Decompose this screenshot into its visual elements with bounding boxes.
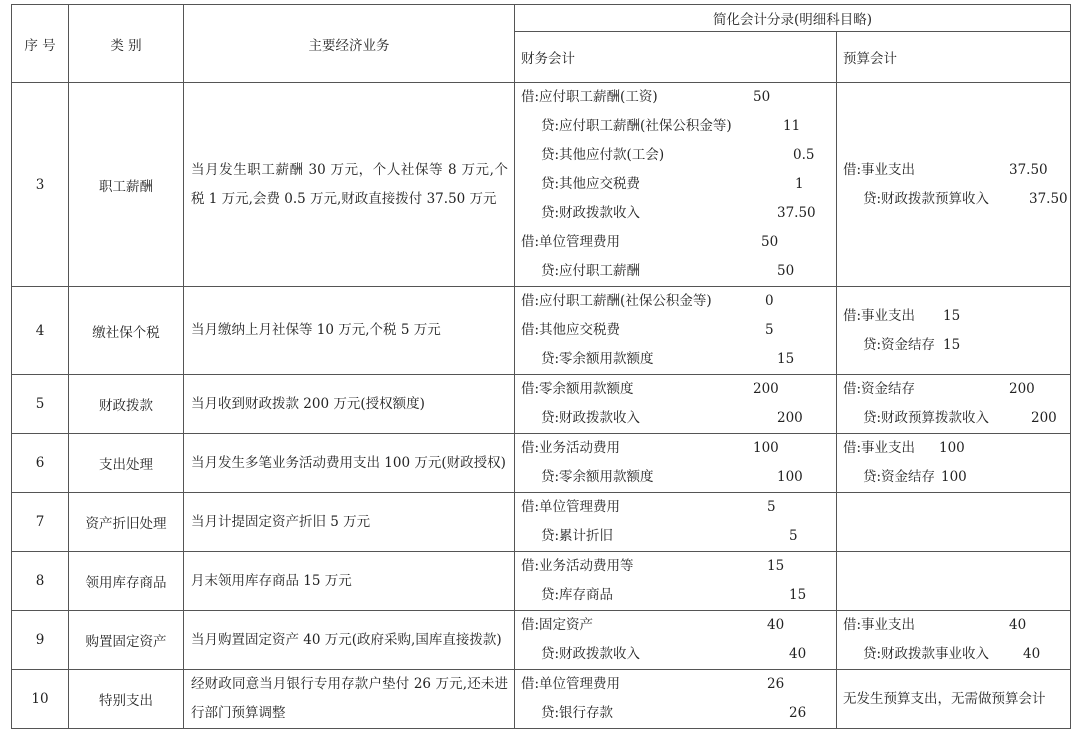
- row-category: 领用库存商品: [69, 552, 184, 611]
- financial-entry-line: [521, 257, 836, 286]
- financial-entry-line: [521, 552, 836, 581]
- budget-entry-line: [843, 156, 1070, 185]
- entry-amount: 200: [777, 410, 803, 426]
- header-seq: 序 号: [12, 5, 69, 83]
- table-row: [12, 670, 1071, 729]
- header-budget: 预算会计: [837, 32, 1071, 83]
- financial-entry-line: [521, 434, 836, 463]
- entry-amount: 15: [789, 587, 807, 603]
- entry-amount: 50: [753, 89, 771, 105]
- row-category: 支出处理: [69, 434, 184, 493]
- row-seq: 6: [12, 434, 69, 493]
- entry-amount: 37.50: [1029, 190, 1068, 207]
- entry-amount: 40: [1023, 646, 1041, 662]
- entry-amount: 15: [777, 351, 795, 367]
- entry-amount: 200: [1009, 381, 1035, 397]
- row-category: 职工薪酬: [69, 83, 184, 287]
- entry-amount: 5: [789, 528, 798, 544]
- budget-entries: [837, 611, 1071, 670]
- entry-amount: 37.50: [777, 205, 816, 221]
- budget-entries: [837, 287, 1071, 375]
- entry-account: 贷:财政拨款收入: [541, 410, 641, 426]
- table-row: [12, 375, 1071, 434]
- financial-entry-line: [521, 670, 836, 699]
- accounting-table: [11, 4, 1071, 729]
- financial-entries: [515, 287, 837, 375]
- financial-entry-line: [521, 83, 836, 112]
- entry-amount: 40: [789, 646, 807, 662]
- table-row: [12, 552, 1071, 611]
- row-category: 缴社保个税: [69, 287, 184, 375]
- entry-amount: 100: [777, 469, 803, 485]
- entry-account: 贷:财政拨款事业收入: [863, 646, 990, 662]
- entry-account: 借:业务活动费用: [521, 440, 621, 456]
- entry-account: 贷:其他应付款(工会): [541, 147, 665, 163]
- financial-entry-line: [521, 611, 836, 640]
- budget-entries: [837, 83, 1071, 287]
- entry-account: 借:应付职工薪酬(社保公积金等): [521, 293, 712, 309]
- financial-entries: [515, 552, 837, 611]
- financial-entry-line: [521, 463, 836, 492]
- entry-amount: 200: [1031, 410, 1057, 426]
- financial-entries: [515, 83, 837, 287]
- budget-entry-line: [843, 331, 1070, 360]
- row-business: 经财政同意当月银行专用存款户垫付 26 万元,还未进行部门预算调整: [184, 670, 515, 729]
- row-category: 财政拨款: [69, 375, 184, 434]
- entry-account: 贷:应付职工薪酬: [541, 263, 641, 279]
- financial-entry-line: [521, 581, 836, 610]
- financial-entry-line: [521, 640, 836, 669]
- financial-entry-line: [521, 404, 836, 433]
- financial-entries: [515, 493, 837, 552]
- budget-entry-line: [843, 375, 1070, 404]
- entry-account: 贷:库存商品: [541, 587, 614, 603]
- entry-account: 借:事业支出: [843, 161, 916, 178]
- entry-account: 借:单位管理费用: [521, 234, 621, 250]
- table-row: [12, 287, 1071, 375]
- financial-entry-line: [521, 493, 836, 522]
- entry-account: 借:其他应交税费: [521, 322, 621, 338]
- entry-amount: 50: [761, 234, 779, 250]
- entry-account: 借:应付职工薪酬(工资): [521, 89, 658, 105]
- entry-account: 借:零余额用款额度: [521, 381, 634, 397]
- financial-entry-line: [521, 228, 836, 257]
- table-body: [12, 83, 1071, 729]
- entry-account: 借:资金结存: [843, 381, 916, 397]
- entry-amount: 50: [777, 263, 795, 279]
- row-seq: 3: [12, 83, 69, 287]
- budget-entry-line: [843, 434, 1070, 463]
- header-business: 主要经济业务: [184, 5, 515, 83]
- entry-account: 借:单位管理费用: [521, 676, 621, 692]
- row-category: 购置固定资产: [69, 611, 184, 670]
- row-category: 特别支出: [69, 670, 184, 729]
- budget-entries: [837, 493, 1071, 552]
- row-seq: 10: [12, 670, 69, 729]
- table-row: [12, 434, 1071, 493]
- row-seq: 8: [12, 552, 69, 611]
- row-seq: 9: [12, 611, 69, 670]
- entry-amount: 100: [753, 440, 779, 456]
- header-financial: 财务会计: [515, 32, 837, 83]
- entry-account: 贷:零余额用款额度: [541, 351, 654, 367]
- row-seq: 5: [12, 375, 69, 434]
- financial-entry-line: [521, 345, 836, 374]
- entry-account: 借:业务活动费用等: [521, 558, 634, 574]
- entry-amount: 0: [765, 293, 774, 309]
- budget-entry-line: [843, 404, 1070, 433]
- entry-amount: 26: [767, 676, 785, 692]
- entry-account: 贷:财政拨款收入: [541, 205, 641, 221]
- entry-account: 贷:零余额用款额度: [541, 469, 654, 485]
- entry-account: 借:固定资产: [521, 617, 594, 633]
- budget-entries: [837, 375, 1071, 434]
- row-business: 当月购置固定资产 40 万元(政府采购,国库直接拨款): [184, 611, 515, 670]
- entry-amount: 11: [783, 118, 801, 134]
- financial-entry-line: [521, 112, 836, 141]
- entry-amount: 0.5: [793, 147, 815, 163]
- financial-entries: [515, 375, 837, 434]
- entry-amount: 15: [943, 307, 961, 324]
- financial-entry-line: [521, 522, 836, 551]
- financial-entry-line: [521, 699, 836, 728]
- entry-account: 贷:资金结存: [863, 336, 936, 353]
- financial-entry-line: [521, 316, 836, 345]
- entry-amount: 40: [1009, 617, 1027, 633]
- header-category: 类 别: [69, 5, 184, 83]
- entry-account: 贷:累计折旧: [541, 528, 614, 544]
- table-row: [12, 493, 1071, 552]
- entry-amount: 26: [789, 705, 807, 721]
- budget-entry-line: [843, 611, 1070, 640]
- entry-amount: 5: [765, 322, 774, 338]
- header-entries: 简化会计分录(明细科目略): [515, 5, 1071, 32]
- entry-account: 贷:银行存款: [541, 705, 614, 721]
- row-business: 当月收到财政拨款 200 万元(授权额度): [184, 375, 515, 434]
- entry-account: 贷:财政预算拨款收入: [863, 410, 990, 426]
- financial-entries: [515, 611, 837, 670]
- entry-account: 借:事业支出: [843, 440, 916, 456]
- financial-entry-line: [521, 199, 836, 228]
- table-row: [12, 83, 1071, 287]
- entry-amount: 37.50: [1009, 161, 1048, 178]
- entry-amount: 1: [795, 176, 804, 192]
- financial-entries: [515, 434, 837, 493]
- entry-amount: 100: [941, 469, 967, 485]
- row-business: 当月缴纳上月社保等 10 万元,个税 5 万元: [184, 287, 515, 375]
- entry-amount: 40: [767, 617, 785, 633]
- entry-account: 贷:资金结存: [863, 469, 936, 485]
- entry-account: 贷:财政拨款收入: [541, 646, 641, 662]
- row-business: 当月发生职工薪酬 30 万元，个人社保等 8 万元,个税 1 万元,会费 0.5 万元,财政直接拨付 37.50 万元: [184, 83, 515, 287]
- row-seq: 7: [12, 493, 69, 552]
- entry-amount: 15: [943, 336, 961, 353]
- budget-entries: [837, 552, 1071, 611]
- row-seq: 4: [12, 287, 69, 375]
- budget-entry-line: [843, 640, 1070, 669]
- entry-account: 贷:其他应交税费: [541, 176, 641, 192]
- entry-amount: 200: [753, 381, 779, 397]
- budget-entries: [837, 434, 1071, 493]
- entry-account: 借:事业支出: [843, 307, 916, 324]
- financial-entry-line: [521, 141, 836, 170]
- financial-entry-line: [521, 375, 836, 404]
- budget-entries: [837, 670, 1071, 729]
- row-business: 月末领用库存商品 15 万元: [184, 552, 515, 611]
- entry-account: 借:单位管理费用: [521, 499, 621, 515]
- entry-account: 借:事业支出: [843, 617, 916, 633]
- entry-amount: 15: [767, 558, 785, 574]
- entry-account: 贷:财政拨款预算收入: [863, 190, 990, 207]
- financial-entry-line: [521, 287, 836, 316]
- budget-entry-line: [843, 463, 1070, 492]
- table-row: [12, 611, 1071, 670]
- row-business: 当月发生多笔业务活动费用支出 100 万元(财政授权): [184, 434, 515, 493]
- budget-entry-line: [843, 185, 1070, 214]
- row-category: 资产折旧处理: [69, 493, 184, 552]
- entry-amount: 5: [767, 499, 776, 515]
- financial-entry-line: [521, 170, 836, 199]
- budget-entry-line: [843, 302, 1070, 331]
- budget-note: 无发生预算支出，无需做预算会计: [843, 690, 1046, 707]
- row-business: 当月计提固定资产折旧 5 万元: [184, 493, 515, 552]
- financial-entries: [515, 670, 837, 729]
- entry-account: 贷:应付职工薪酬(社保公积金等): [541, 118, 732, 134]
- entry-amount: 100: [939, 440, 965, 456]
